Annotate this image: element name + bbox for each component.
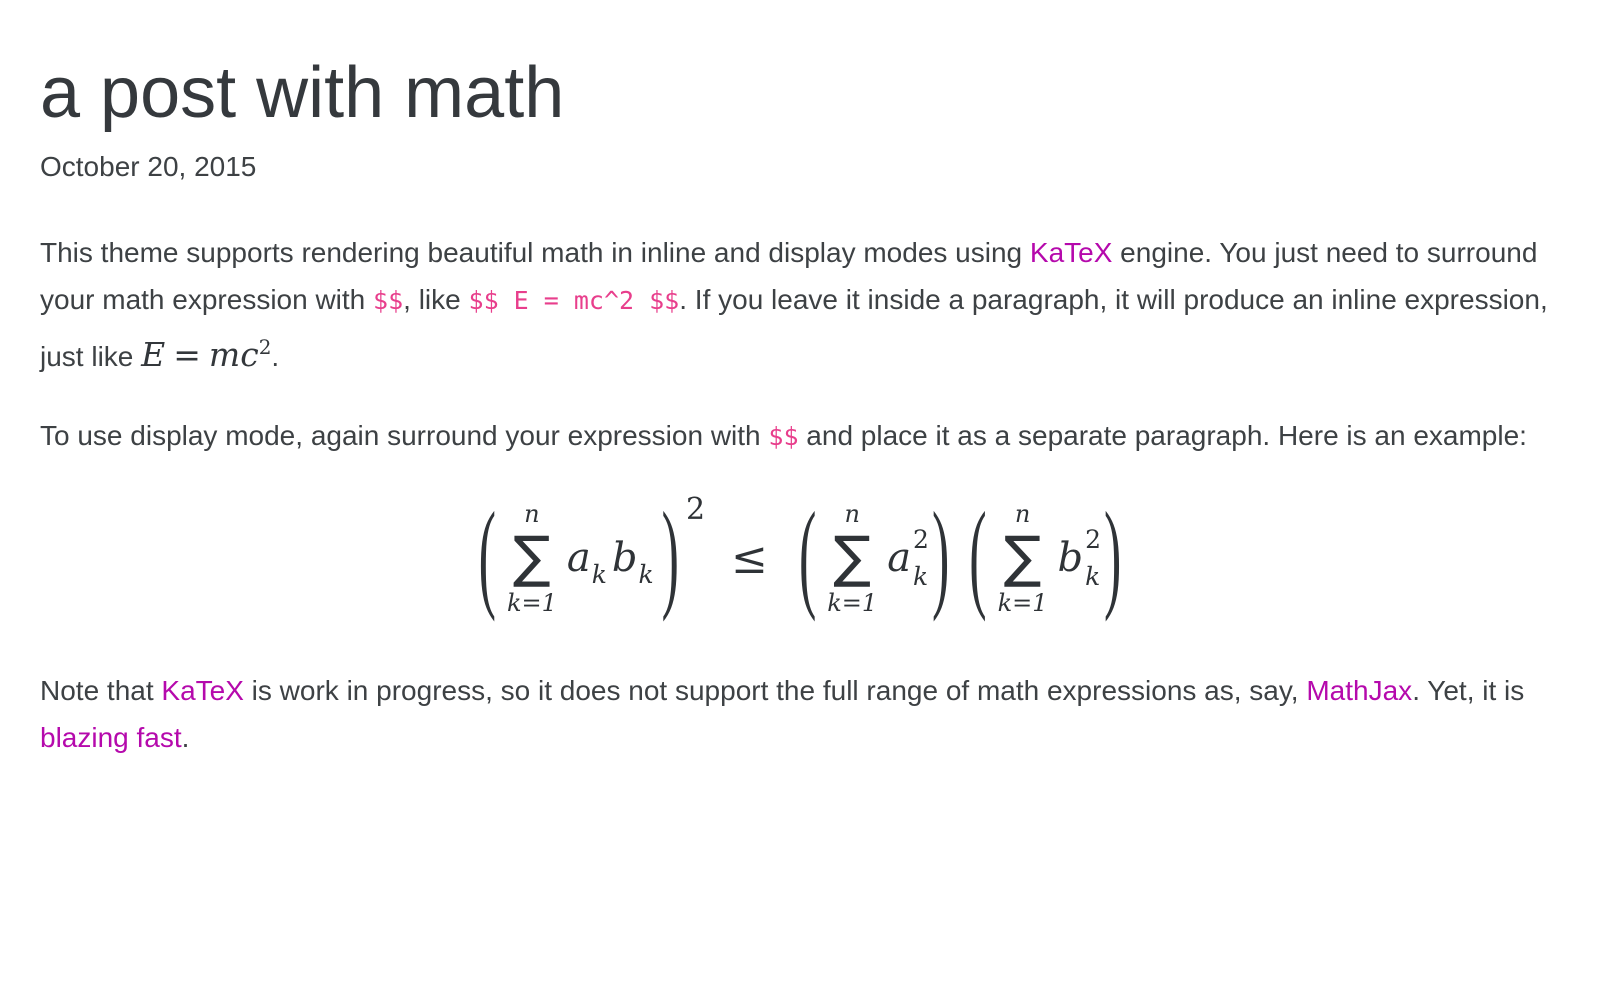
math-outer-superscript-2: 2	[685, 491, 706, 527]
math-group-sum-bk2	[966, 490, 1124, 625]
math-var-a: a	[566, 535, 591, 582]
sum-upper-limit: n	[1014, 499, 1031, 528]
post-date: October 20, 2015	[40, 150, 257, 182]
math-sub-k: k	[1085, 562, 1101, 592]
inline-math-emc2	[141, 335, 271, 374]
math-var-mc: mc	[208, 334, 259, 374]
sum-lower-limit: k=1	[827, 588, 878, 617]
math-var-E: E	[141, 334, 166, 374]
math-group-sum-ak2	[796, 490, 952, 625]
close-paren: )	[931, 490, 950, 625]
code-dollar-delimiters: $$	[373, 285, 404, 315]
paragraph-text: and place it as a separate paragraph. Here is an example:	[798, 419, 1527, 451]
sigma-icon: ∑	[513, 524, 551, 590]
page-title: a post with math	[40, 53, 565, 133]
katex-link[interactable]: KaTeX	[1029, 236, 1113, 268]
blazing-fast-link[interactable]: blazing fast	[40, 721, 182, 753]
math-supsub-stack	[913, 525, 929, 592]
math-equals: =	[173, 334, 201, 374]
mathjax-link[interactable]: MathJax	[1306, 674, 1413, 706]
math-operand	[566, 535, 659, 590]
math-operand	[1057, 525, 1102, 592]
close-paren: )	[661, 490, 679, 625]
paragraph-display-mode	[40, 412, 1560, 460]
display-math-cauchy-schwarz	[40, 490, 1560, 625]
math-var-a: a	[887, 535, 912, 582]
paragraph-text: is work in progress, so it does not support the full range of math expressions as, say,	[243, 674, 1307, 706]
paragraph-text: .	[271, 340, 280, 372]
close-paren: )	[1104, 490, 1122, 625]
code-emc2-snippet: $$ E = mc^2 $$	[468, 285, 680, 315]
math-sub-k: k	[591, 560, 607, 590]
summation-symbol	[827, 499, 878, 617]
paragraph-text: . If you leave it inside a paragraph, it will produce an inline expression, just like	[40, 283, 1548, 372]
open-paren: (	[969, 490, 987, 625]
math-sup-2: 2	[913, 525, 929, 555]
open-paren: (	[478, 490, 496, 625]
math-var-b: b	[1057, 535, 1084, 582]
math-sup-2: 2	[1085, 525, 1102, 555]
open-paren: (	[798, 490, 817, 625]
katex-link[interactable]: KaTeX	[161, 674, 244, 706]
sum-lower-limit: k=1	[997, 588, 1048, 617]
summation-symbol	[506, 499, 557, 617]
less-equal-symbol: ≤	[731, 532, 768, 584]
math-sub-k: k	[913, 562, 929, 592]
paragraph-text: To use display mode, again surround your expression with	[40, 419, 769, 451]
paragraph-text: . Yet, it is	[1412, 674, 1525, 706]
paragraph-text: Note that	[40, 674, 162, 706]
paragraph-text: .	[181, 721, 190, 753]
paragraph-text: , like	[403, 283, 469, 315]
sum-upper-limit: n	[524, 499, 540, 528]
paragraph-note	[40, 667, 1560, 761]
math-var-b: b	[611, 535, 638, 582]
paragraph-text: engine. You just need to surround your math expression with	[40, 236, 1538, 315]
summation-symbol	[997, 499, 1048, 617]
paragraph-text: This theme supports rendering beautiful math in inline and display modes using	[40, 236, 1030, 268]
math-sub-k: k	[638, 560, 654, 590]
sigma-icon: ∑	[1003, 524, 1042, 590]
sum-upper-limit: n	[844, 499, 860, 528]
code-dollar-delimiters: $$	[768, 421, 799, 451]
math-superscript-2: 2	[258, 334, 272, 359]
sum-lower-limit: k=1	[506, 588, 557, 617]
math-group-sum-akbk	[476, 490, 682, 625]
sigma-icon: ∑	[833, 524, 872, 590]
math-operand	[887, 525, 929, 592]
math-supsub-stack	[1085, 525, 1102, 592]
paragraph-intro	[40, 229, 1560, 380]
